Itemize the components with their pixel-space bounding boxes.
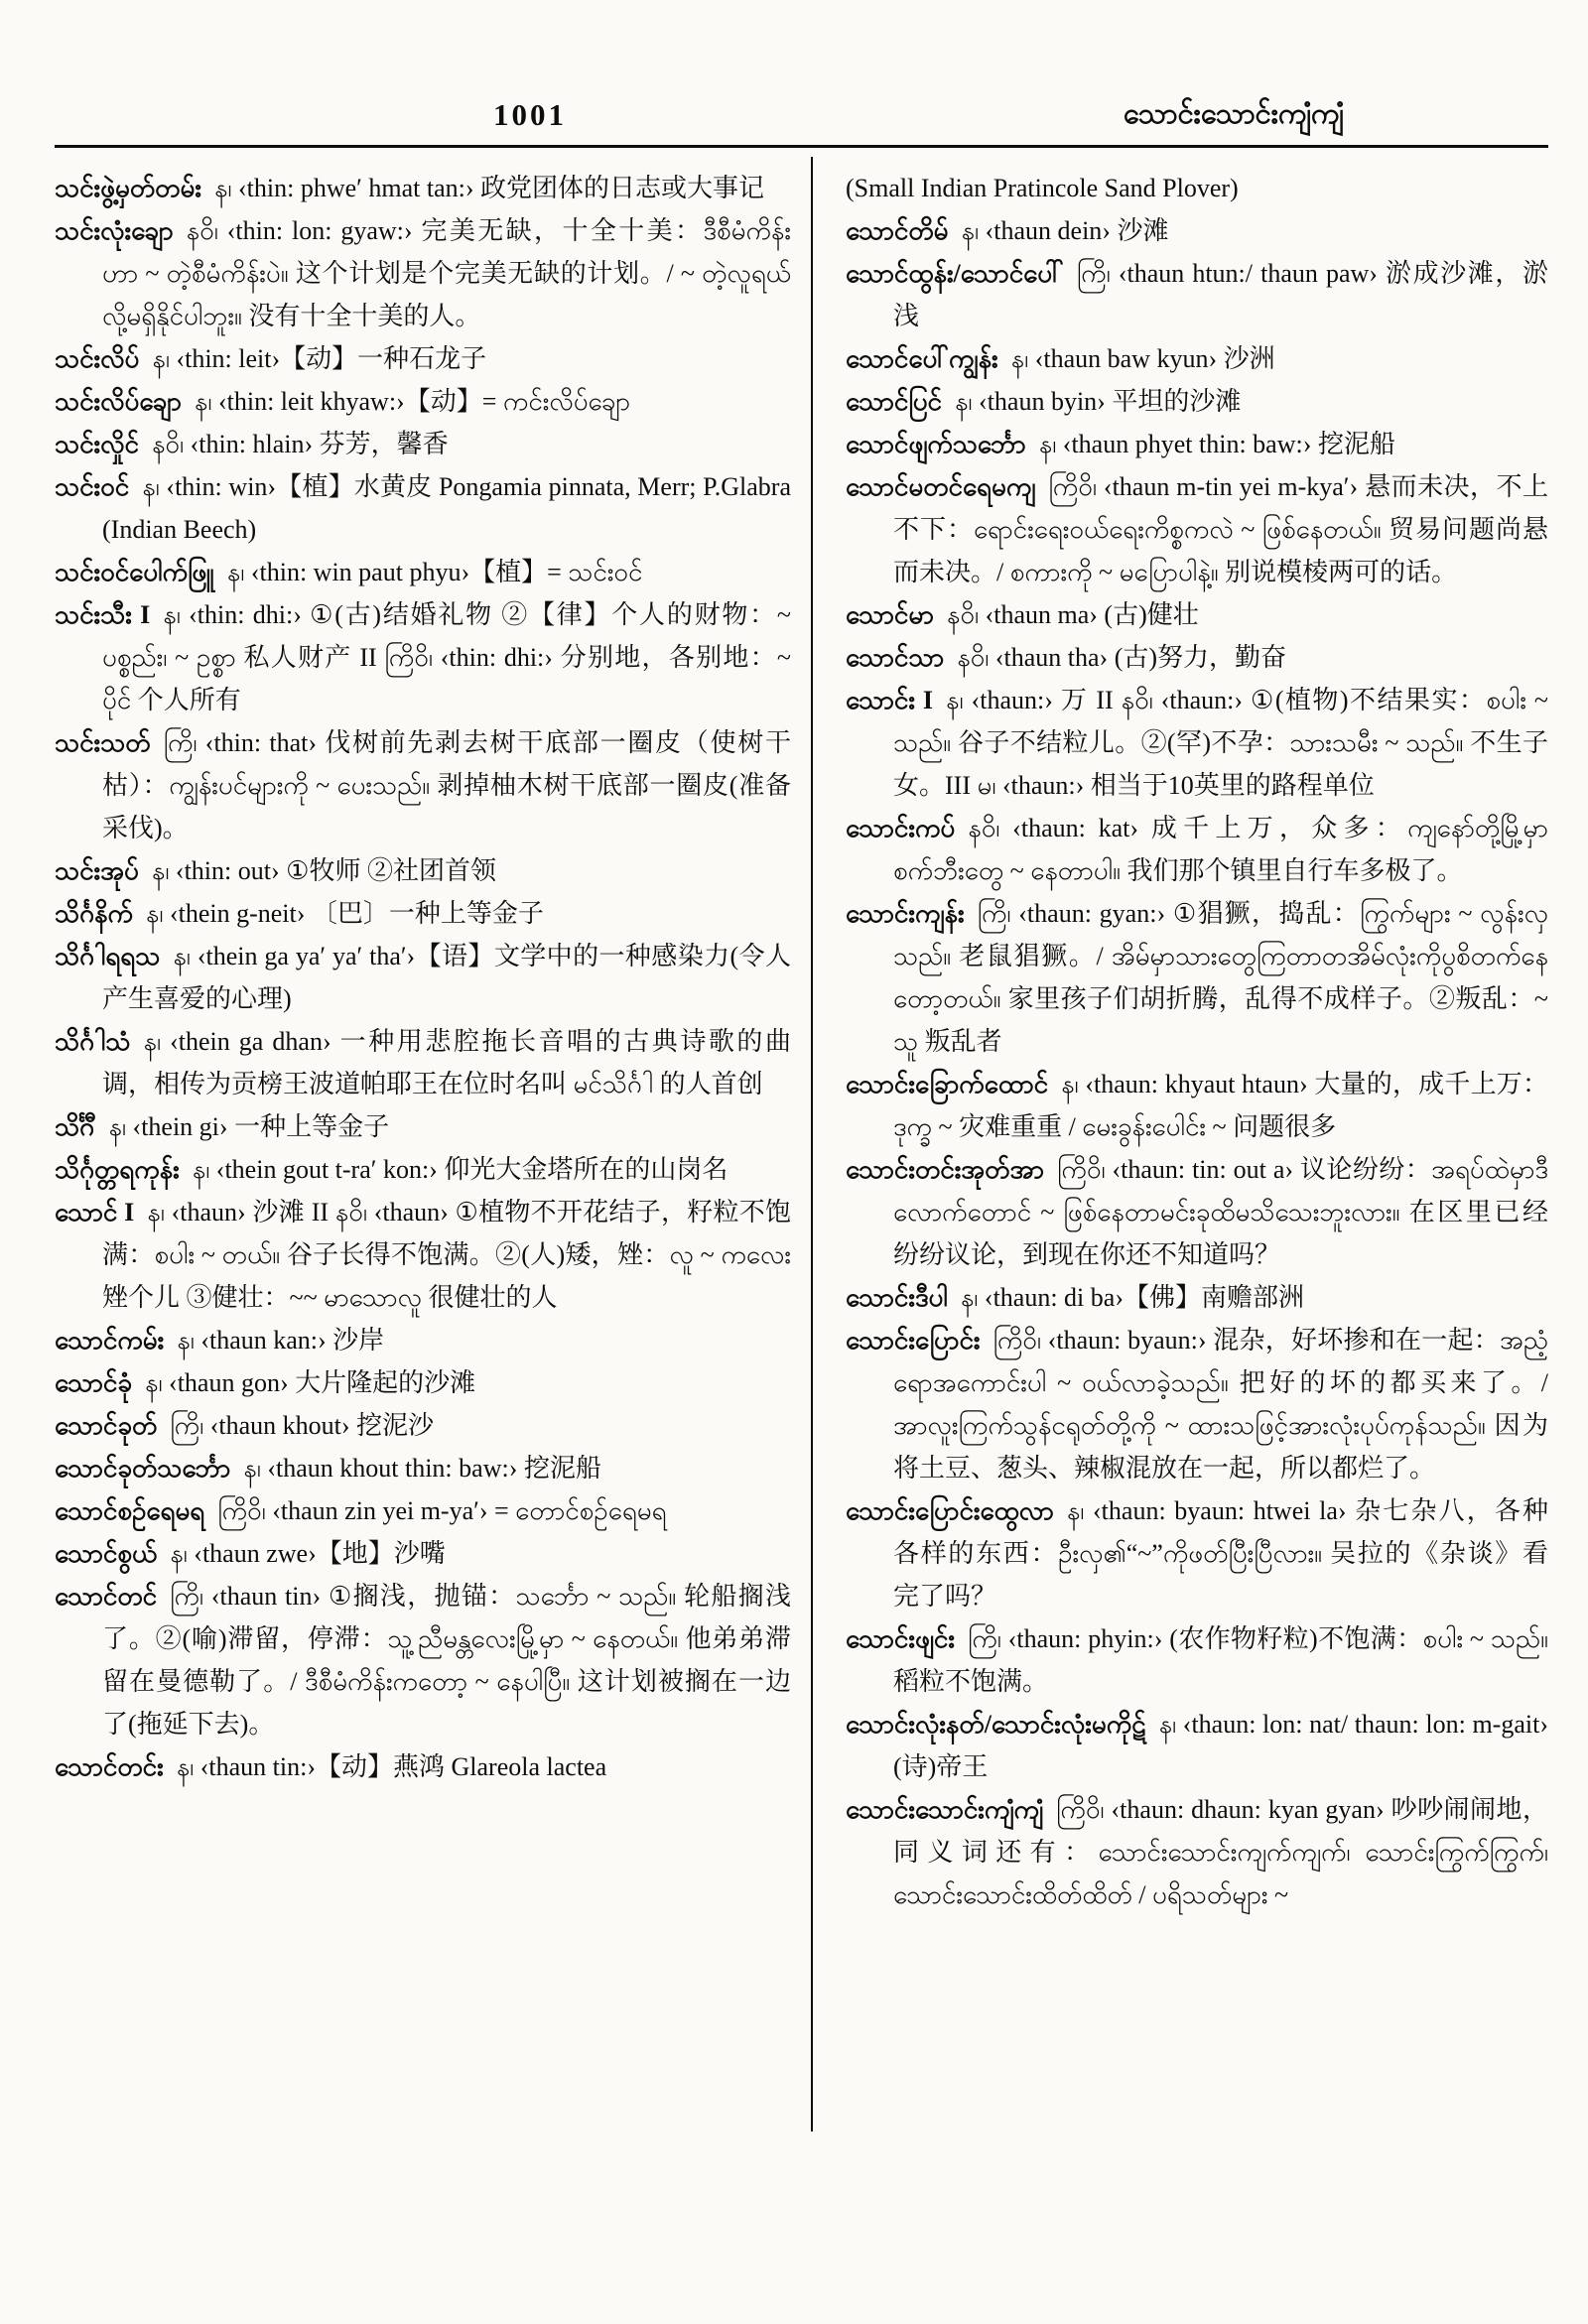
dictionary-entry bbox=[55, 721, 791, 849]
dictionary-entry bbox=[846, 679, 1548, 807]
entry-headword: သောင်းပြောင်း bbox=[846, 1326, 981, 1355]
entry-body: န၊ ‹thaun:› 万 II နဝိ၊ ‹thaun:› ①(植物)不结果实：စပါး ~ သည်။ 谷子不结粒儿。②(罕)不孕：သားသမီး ~ သည်။ 不生子女。III မ၊ ‹thaun:› 相当于10英里的路程单位 bbox=[893, 686, 1548, 800]
dictionary-entry bbox=[55, 1105, 791, 1148]
entry-body: နဝိ၊ ‹thin: lon: gyaw:› 完美无缺，十全十美：ဒီစီမံကိန်းဟာ ~ တဲ့စီမံကိန်းပဲ။ 这个计划是个完美无缺的计划。/ ~ တဲ့လူရယ်လို့မရှိနိုင်ပါဘူး။ 没有十全十美的人。 bbox=[102, 216, 791, 330]
dictionary-entry bbox=[846, 807, 1548, 892]
entry-headword: သောင်တင် bbox=[55, 1582, 158, 1611]
entry-body: ကြိ၊ ‹thin: that› 伐树前先剥去树干底部一圈皮（使树干枯）：ကျွန်းပင်များကို ~ ပေးသည်။ 剥掉柚木树干底部一圈皮(准备采伐)。 bbox=[102, 728, 791, 842]
dictionary-entry bbox=[55, 1532, 791, 1575]
entry-body: န၊ ‹thein gout t-ra′ kon:› 仰光大金塔所在的山岗名 bbox=[192, 1155, 728, 1184]
entry-body: န၊ ‹thaun kan:› 沙岸 bbox=[177, 1326, 385, 1355]
entry-headword: သောင်သာ bbox=[846, 643, 945, 672]
entry-body: ကြိ၊ ‹thaun khout› 挖泥沙 bbox=[170, 1411, 435, 1440]
entry-body: ကြိဝိ၊ ‹thaun: byaun:› 混杂，好坏掺和在一起：အညံ့ရောအကောင်းပါ ~ ဝယ်လာခဲ့သည်။ 把好的坏的都买来了。/ အာလူးကြက်သွန်ငရုတ်တို့ကို ~ ထားသဖြင့်အားလုံးပုပ်ကုန်သည်။ 因为将土豆、葱头、辣椒混放在一起，所以都烂了。 bbox=[893, 1326, 1548, 1483]
entry-headword: သောင်းခြောက်ထောင် bbox=[846, 1070, 1049, 1098]
dictionary-entry bbox=[55, 167, 791, 209]
dictionary-entry bbox=[55, 935, 791, 1020]
page-number: 1001 bbox=[493, 97, 567, 132]
dictionary-entry bbox=[846, 465, 1548, 593]
entry-headword: သောင်ကမ်း bbox=[55, 1326, 165, 1355]
entry-headword: သောင်ခုံ bbox=[55, 1368, 132, 1397]
dictionary-entry bbox=[55, 1489, 791, 1532]
entry-headword: သောင်းသောင်းကျံကျံ bbox=[846, 1795, 1044, 1824]
entry-body: န၊ ‹thaun› 沙滩 II နဝိ၊ ‹thaun› ①植物不开花结子，籽粒不饱满：စပါး ~ တယ်။ 谷子长得不饱满。②(人)矮，矬：လူ ~ ကလေး 矬个儿 ③健壮：~~ မာသောလူ 很健壮的人 bbox=[102, 1198, 791, 1312]
entry-headword: သိင်္ဂီ bbox=[55, 1112, 96, 1141]
entry-headword: သောင်ထွန်း/သောင်ပေါ် bbox=[846, 259, 1064, 288]
dictionary-entry bbox=[55, 380, 791, 423]
dictionary-entry bbox=[55, 593, 791, 721]
entry-body: န၊ ‹thin: dhi:› ①(古)结婚礼物 ②【律】个人的财物：~ ပစ္စည်း၊ ~ ဥစ္စာ 私人财产 II ကြိဝိ၊ ‹thin: dhi:› 分别地，各别地：~ ပိုင် 个人所有 bbox=[102, 600, 791, 714]
entry-headword: သိင်္ဂနိက် bbox=[55, 899, 133, 928]
entry-headword: သင်းလိပ် bbox=[55, 344, 140, 373]
entry-headword: သင်းလိပ်ချော bbox=[55, 387, 182, 416]
entry-body: ကြိ၊ ‹thaun htun:/ thaun paw› 淤成沙滩，淤浅 bbox=[893, 259, 1548, 330]
dictionary-entry bbox=[55, 423, 791, 465]
entry-body: န၊ ‹thaun: di ba›【佛】南赡部洲 bbox=[960, 1283, 1304, 1312]
entry-headword: သင်းသတ် bbox=[55, 728, 151, 757]
entry-body: န၊ ‹thein ga ya′ ya′ tha′›【语】文学中的一种感染力(令人产生喜爱的心理) bbox=[102, 942, 791, 1013]
dictionary-entry bbox=[846, 337, 1548, 380]
entry-headword: သင်းဝင် bbox=[55, 472, 130, 501]
entry-body: န၊ ‹thin: out› ①牧师 ②社团首领 bbox=[151, 856, 496, 885]
entry-headword: သင်းသီး I bbox=[55, 600, 151, 629]
dictionary-entry bbox=[55, 892, 791, 935]
entry-headword: သောင်တိမ် bbox=[846, 216, 949, 245]
dictionary-entry bbox=[846, 892, 1548, 1063]
entry-headword: သိင်္ဂါသံ bbox=[55, 1027, 131, 1056]
dictionary-entry bbox=[55, 209, 791, 337]
entry-body: ကြိဝိ၊ ‹thaun: dhaun: kyan gyan› 吵吵闹闹地，同义词还有：သောင်းသောင်းကျက်ကျက်၊ သောင်းကြွက်ကြွက်၊ သောင်းသောင်းထိတ်ထိတ် / ပရိသတ်များ ~ bbox=[893, 1795, 1548, 1909]
entry-headword: သောင်တင်း bbox=[55, 1752, 164, 1781]
entry-body: န၊ ‹thein g-neit› 〔巴〕一种上等金子 bbox=[145, 899, 544, 928]
entry-headword: သောင်ပြင် bbox=[846, 387, 942, 416]
entry-headword: သိင်္ဂါရရသ bbox=[55, 942, 161, 970]
entry-headword: သောင်စွယ် bbox=[55, 1539, 158, 1568]
entry-body: န၊ ‹thin: leit khyaw:›【动】= ကင်းလိပ်ချော bbox=[194, 387, 631, 416]
dictionary-entry bbox=[846, 209, 1548, 252]
entry-body: နဝိ၊ ‹thin: hlain› 芬芳，馨香 bbox=[151, 430, 449, 458]
dictionary-entry bbox=[55, 1020, 791, 1105]
dictionary-entry bbox=[846, 1276, 1548, 1319]
entry-headword: သောင်ခုတ် bbox=[55, 1411, 158, 1440]
entry-headword: သင်းလုံးချော bbox=[55, 216, 174, 245]
entry-body: န၊ ‹thaun dein› 沙滩 bbox=[961, 216, 1169, 245]
entry-headword: သောင်ခုတ်သင်္ဘော bbox=[55, 1454, 231, 1483]
running-head: သောင်းသောင်းကျံကျံ bbox=[1124, 98, 1344, 130]
dictionary-entry bbox=[846, 1788, 1548, 1916]
entry-body: န၊ ‹thein ga dhan› 一种用悲腔拖长音唱的古典诗歌的曲调，相传为贡榜王波道帕耶王在位时名叫 မင်သိင်္ဂါ 的人首创 bbox=[102, 1027, 791, 1098]
entry-headword: သောင်မာ bbox=[846, 600, 934, 629]
entry-headword: သောင်ဖျက်သင်္ဘော bbox=[846, 430, 1026, 458]
entry-body: ကြိ၊ ‹thaun: phyin:› (农作物籽粒)不饱满：စပါး ~ သည်။ 稻粒不饱满。 bbox=[893, 1624, 1548, 1696]
dictionary-entry bbox=[55, 1148, 791, 1191]
entry-body: နဝိ၊ ‹thaun ma› (古)健壮 bbox=[946, 600, 1199, 629]
entry-body: (Small Indian Pratincole Sand Plover) bbox=[846, 174, 1239, 202]
column-divider bbox=[811, 157, 813, 2131]
dictionary-entry bbox=[55, 1319, 791, 1361]
entry-headword: သင်းဝင်ပေါက်ဖြူ bbox=[55, 558, 214, 586]
entry-continuation bbox=[846, 167, 1548, 209]
entry-body: ကြိဝိ၊ ‹thaun zin yei m-ya′› = တောင်စဉ်ရေမရ bbox=[217, 1496, 667, 1525]
entry-headword: သောင်းဖျင်း bbox=[846, 1624, 955, 1653]
entry-headword: သင်းလှိုင် bbox=[55, 430, 139, 458]
dictionary-entry bbox=[55, 1191, 791, 1319]
entry-headword: သောင်းကပ် bbox=[846, 814, 956, 842]
entry-body: နဝိ၊ ‹thaun tha› (古)努力，勤奋 bbox=[957, 643, 1287, 672]
dictionary-entry bbox=[846, 423, 1548, 465]
dictionary-entry bbox=[55, 337, 791, 380]
entry-body: ကြိ၊ ‹thaun: gyan:› ①猖獗，捣乱：ကြွက်များ ~ လွန်းလှသည်။ 老鼠猖獗。/ အိမ်မှာသားတွေကြတာတအိမ်လုံးကိုပွစိတက်နေတော့တယ်။ 家里孩子们胡折腾，乱得不成样子。②叛乱：~ သူ 叛乱者 bbox=[893, 899, 1548, 1056]
dictionary-entry bbox=[846, 1489, 1548, 1617]
entry-headword: သောင်းပြောင်းထွေလာ bbox=[846, 1496, 1054, 1525]
entry-body: န၊ ‹thaun gon› 大片隆起的沙滩 bbox=[144, 1368, 476, 1397]
entry-body: ကြိ၊ ‹thaun tin› ①搁浅，抛锚：သင်္ဘော ~ သည်။ 轮船搁浅了。②(喻)滞留，停滞：သူ့ညီမန္တလေးမြို့မှာ ~ နေတယ်။ 他弟弟滞留在曼德勒了。/ ဒီစီမံကိန်းကတော့ ~ နေပါပြီ။ 这计划被搁在一边了(拖延下去)。 bbox=[102, 1582, 791, 1739]
dictionary-entry bbox=[846, 1063, 1548, 1148]
entry-headword: သောင်းကျန်း bbox=[846, 899, 965, 928]
entry-body: န၊ ‹thaun baw kyun› 沙洲 bbox=[1010, 344, 1275, 373]
dictionary-entry bbox=[846, 1617, 1548, 1703]
left-column bbox=[55, 167, 791, 1788]
dictionary-entry bbox=[55, 1745, 791, 1788]
entry-body: န၊ ‹thaun byin› 平坦的沙滩 bbox=[954, 387, 1242, 416]
dictionary-entry bbox=[55, 465, 791, 551]
dictionary-entry bbox=[55, 849, 791, 892]
dictionary-entry bbox=[55, 1404, 791, 1447]
entry-body: န၊ ‹thaun phyet thin: baw:› 挖泥船 bbox=[1038, 430, 1395, 458]
entry-body: န၊ ‹thein gi› 一种上等金子 bbox=[108, 1112, 390, 1141]
entry-headword: သောင်းတင်းအုတ်အာ bbox=[846, 1155, 1045, 1184]
dictionary-entry bbox=[55, 1447, 791, 1489]
dictionary-entry bbox=[846, 636, 1548, 679]
entry-body: န၊ ‹thaun tin:›【动】燕鸿 Glareola lactea bbox=[176, 1752, 607, 1781]
entry-headword: သောင်း I bbox=[846, 686, 934, 714]
entry-body: န၊ ‹thaun khout thin: baw:› 挖泥船 bbox=[243, 1454, 601, 1483]
dictionary-entry bbox=[846, 1319, 1548, 1489]
right-column bbox=[846, 167, 1548, 1916]
entry-headword: သောင်းလုံးနတ်/သောင်းလုံးမကိုဋ် bbox=[846, 1710, 1146, 1739]
entry-headword: သောင်စဉ်ရေမရ bbox=[55, 1496, 205, 1525]
entry-body: န၊ ‹thaun zwe›【地】沙嘴 bbox=[170, 1539, 446, 1568]
entry-body: န၊ ‹thaun: khyaut htaun› 大量的，成千上万：ဒုက္ခ ~ 灾难重重 / မေးခွန်းပေါင်း ~ 问题很多 bbox=[893, 1070, 1548, 1141]
entry-headword: သောင် I bbox=[55, 1198, 135, 1227]
dictionary-entry bbox=[55, 1361, 791, 1404]
entry-headword: သင်းဖွဲ့မှတ်တမ်း bbox=[55, 174, 201, 202]
entry-headword: သောင်မတင်ရေမကျ bbox=[846, 472, 1036, 501]
entry-body: နဝိ၊ ‹thaun: kat› 成千上万，众多：ကျနော်တို့မြို့မှာစက်ဘီးတွေ ~ နေတာပါ။ 我们那个镇里自行车多极了。 bbox=[893, 814, 1548, 885]
entry-body: န၊ ‹thin: win paut phyu›【植】= သင်းဝင် bbox=[226, 558, 643, 586]
entry-headword: သင်းအုပ် bbox=[55, 856, 139, 885]
entry-body: န၊ ‹thin: phwe′ hmat tan:› 政党团体的日志或大事记 bbox=[213, 174, 764, 202]
dictionary-entry bbox=[846, 252, 1548, 337]
dictionary-entry bbox=[55, 1575, 791, 1745]
entry-headword: သောင်ပေါ်ကျွန်း bbox=[846, 344, 998, 373]
entry-body: ကြိဝိ၊ ‹thaun: tin: out a› 议论纷纷：အရပ်ထဲမှာဒီလောက်တောင် ~ ဖြစ်နေတာမင်းခုထိမသိသေးဘူးလား။ 在区里已经纷纷议论，到现在你还不知道吗？ bbox=[893, 1155, 1548, 1269]
entry-headword: သိင်္ဂုတ္တရကုန်း bbox=[55, 1155, 180, 1184]
entry-body: န၊ ‹thin: win›【植】水黄皮 Pongamia pinnata, Merr; P.Glabra (Indian Beech) bbox=[102, 472, 791, 544]
entry-headword: သောင်းဒီပါ bbox=[846, 1283, 948, 1312]
dictionary-entry bbox=[846, 1148, 1548, 1276]
dictionary-entry bbox=[846, 380, 1548, 423]
entry-body: န၊ ‹thaun: lon: nat/ thaun: lon: m-gait› (诗)帝王 bbox=[893, 1710, 1548, 1781]
dictionary-entry bbox=[846, 1703, 1548, 1788]
entry-body: န၊ ‹thaun: byaun: htwei la› 杂七杂八，各种各样的东西：ဦးလှ၏“~”ကိုဖတ်ပြီးပြီလား။ 吴拉的《杂谈》看完了吗？ bbox=[893, 1496, 1548, 1611]
dictionary-entry bbox=[55, 551, 791, 593]
dictionary-entry bbox=[846, 593, 1548, 636]
entry-body: န၊ ‹thin: leit›【动】一种石龙子 bbox=[152, 344, 487, 373]
header-rule bbox=[55, 145, 1548, 148]
entry-body: ကြိဝိ၊ ‹thaun m-tin yei m-kya′› 悬而未决，不上不下：ရောင်းရေးဝယ်ရေးကိစ္စကလဲ ~ ဖြစ်နေတယ်။ 贸易问题尚悬而未决。/ စကားကို ~ မပြောပါနဲ့။ 别说模棱两可的话。 bbox=[893, 472, 1548, 586]
